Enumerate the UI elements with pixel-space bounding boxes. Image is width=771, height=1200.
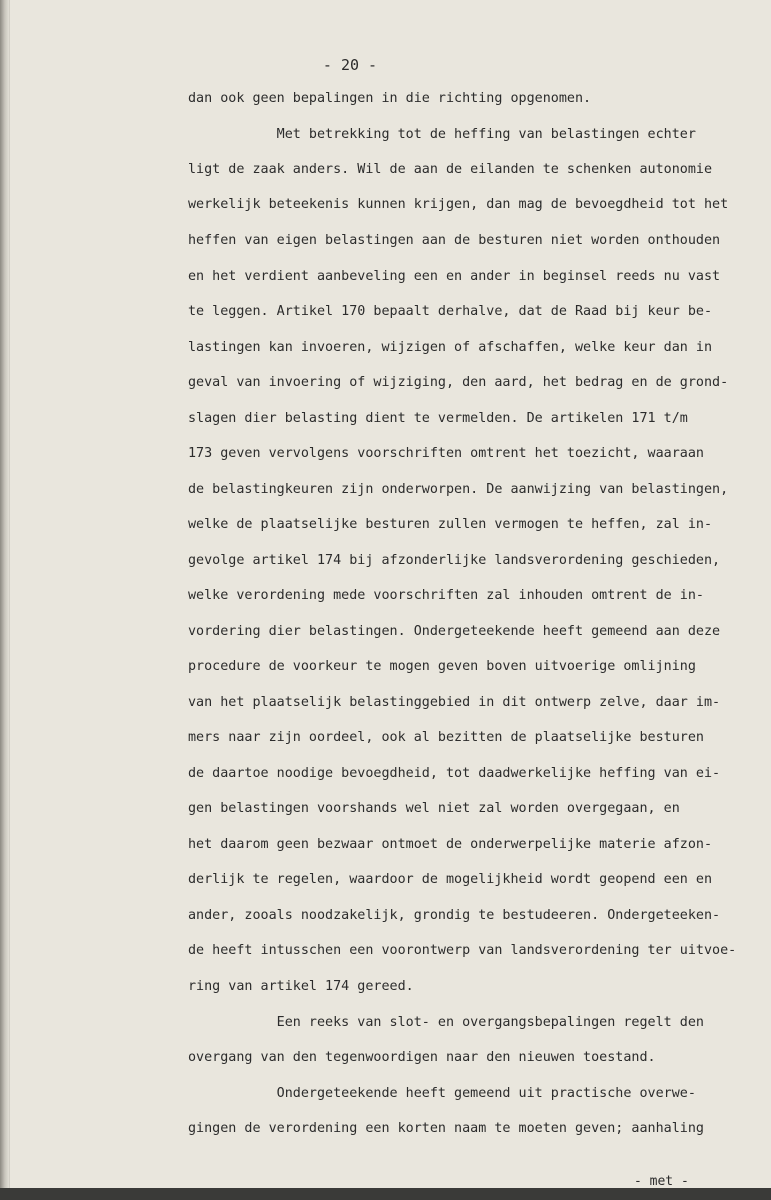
text-line: Ondergeteekende heeft gemeend uit practische overwe- <box>188 1086 696 1101</box>
text-line: Met betrekking tot de heffing van belastingen echter <box>188 127 696 142</box>
text-line: procedure de voorkeur te mogen geven boven uitvoerige omlijning <box>188 659 696 674</box>
text-line: van het plaatselijk belastinggebied in dit ontwerp zelve, daar im- <box>188 695 721 710</box>
text-line: lastingen kan invoeren, wijzigen of afschaffen, welke keur dan in <box>188 340 713 355</box>
text-line: gingen de verordening een korten naam te moeten geven; aanhaling <box>188 1121 704 1136</box>
text-line: vordering dier belastingen. Ondergeteekende heeft gemeend aan deze <box>188 624 721 639</box>
text-line: slagen dier belasting dient te vermelden. De artikelen 171 t/m <box>188 411 688 426</box>
binding-edge <box>0 0 9 1188</box>
text-line: de daartoe noodige bevoegdheid, tot daadwerkelijke heffing van ei- <box>188 766 721 781</box>
scan-background <box>0 1188 771 1200</box>
text-line: ander, zooals noodzakelijk, grondig te bestudeeren. Ondergeteeken- <box>188 908 721 923</box>
text-line: overgang van den tegenwoordigen naar den nieuwen toestand. <box>188 1050 656 1065</box>
text-line: ring van artikel 174 gereed. <box>188 979 414 994</box>
text-line: mers naar zijn oordeel, ook al bezitten de plaatselijke besturen <box>188 730 704 745</box>
text-line: welke verordening mede voorschriften zal inhouden omtrent de in- <box>188 588 704 603</box>
text-line: de belastingkeuren zijn onderworpen. De aanwijzing van belastingen, <box>188 482 729 497</box>
text-line: gevolge artikel 174 bij afzonderlijke landsverordening geschieden, <box>188 553 721 568</box>
text-line: het daarom geen bezwaar ontmoet de onderwerpelijke materie afzon- <box>188 837 713 852</box>
page-number: - 20 - <box>322 56 378 74</box>
text-line: heffen van eigen belastingen aan de besturen niet worden onthouden <box>188 233 721 248</box>
catchword: - met - <box>634 1174 689 1188</box>
text-line: 173 geven vervolgens voorschriften omtrent het toezicht, waaraan <box>188 446 704 461</box>
text-line: werkelijk beteekenis kunnen krijgen, dan mag de bevoegdheid tot het <box>188 197 729 212</box>
text-line: geval van invoering of wijziging, den aard, het bedrag en de grond- <box>188 375 729 390</box>
page-fold-line <box>9 0 10 1188</box>
text-line: dan ook geen bepalingen in die richting opgenomen. <box>188 91 592 106</box>
text-line: de heeft intusschen een voorontwerp van landsverordening ter uitvoe- <box>188 943 737 958</box>
text-line: Een reeks van slot- en overgangsbepalingen regelt den <box>188 1015 704 1030</box>
text-line: welke de plaatselijke besturen zullen vermogen te heffen, zal in- <box>188 517 713 532</box>
text-line: ligt de zaak anders. Wil de aan de eilanden te schenken autonomie <box>188 162 713 177</box>
text-line: derlijk te regelen, waardoor de mogelijkheid wordt geopend een en <box>188 872 713 887</box>
text-line: gen belastingen voorshands wel niet zal worden overgegaan, en <box>188 801 680 816</box>
text-line: te leggen. Artikel 170 bepaalt derhalve, dat de Raad bij keur be- <box>188 304 713 319</box>
text-line: en het verdient aanbeveling een en ander in beginsel reeds nu vast <box>188 269 721 284</box>
